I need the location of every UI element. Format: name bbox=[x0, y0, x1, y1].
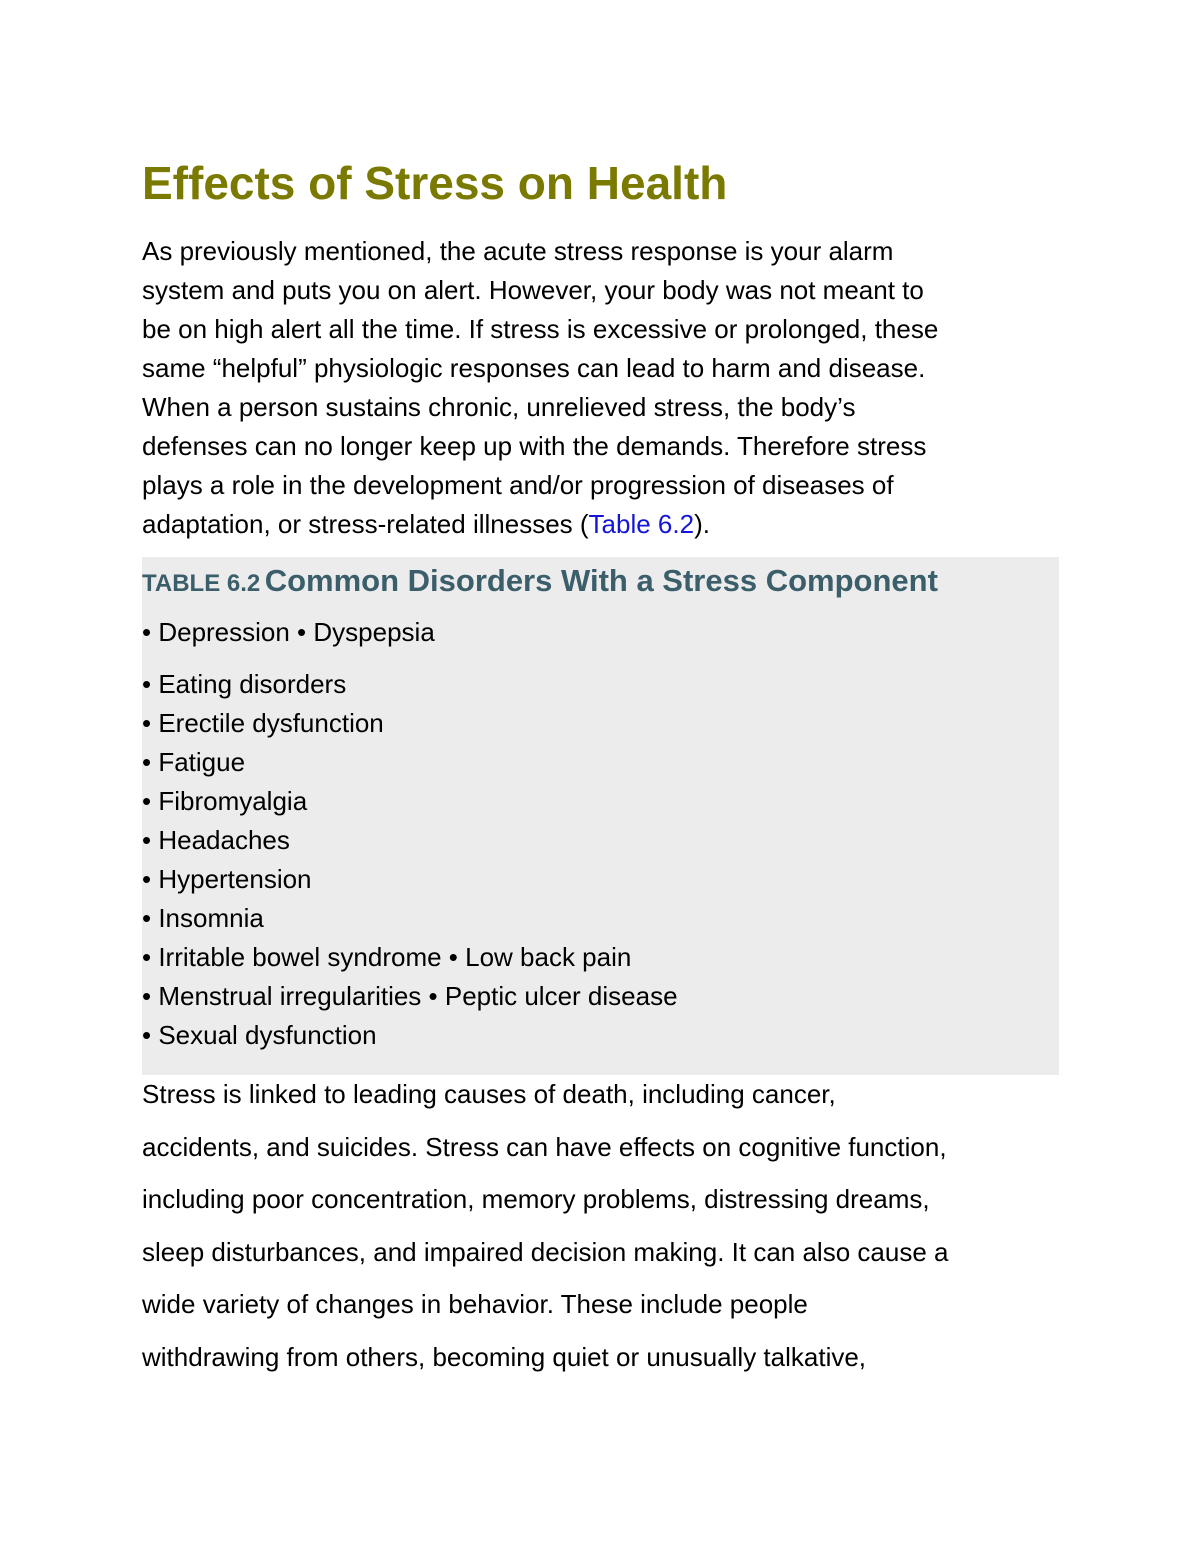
intro-line: same “helpful” physiologic responses can lead to harm and disease. bbox=[142, 353, 926, 383]
page-title: Effects of Stress on Health bbox=[142, 157, 728, 209]
table-reference-link[interactable]: Table 6.2 bbox=[588, 509, 695, 539]
closing-line: sleep disturbances, and impaired decision making. It can also cause a bbox=[142, 1236, 949, 1267]
intro-line: plays a role in the development and/or progression of diseases of bbox=[142, 470, 894, 500]
list-item: • Menstrual irregularities • Peptic ulcer disease bbox=[142, 981, 678, 1011]
list-item: • Depression • Dyspepsia bbox=[142, 617, 435, 647]
list-item: • Fatigue bbox=[142, 747, 246, 777]
intro-line: defenses can no longer keep up with the demands. Therefore stress bbox=[142, 431, 927, 461]
closing-line: including poor concentration, memory problems, distressing dreams, bbox=[142, 1184, 930, 1214]
intro-line: be on high alert all the time. If stress is excessive or prolonged, these bbox=[142, 314, 939, 344]
table-heading bbox=[142, 561, 938, 607]
closing-line: accidents, and suicides. Stress can have effects on cognitive function, bbox=[142, 1131, 947, 1162]
list-item: • Headaches bbox=[142, 825, 290, 855]
closing-line: Stress is linked to leading causes of death, including cancer, bbox=[142, 1079, 836, 1109]
intro-text: ). bbox=[694, 509, 710, 539]
table-item-list bbox=[142, 613, 678, 1055]
list-item: • Erectile dysfunction bbox=[142, 708, 384, 738]
table-label: TABLE 6.2 bbox=[142, 570, 261, 597]
closing-paragraph bbox=[142, 1068, 1072, 1383]
closing-line: withdrawing from others, becoming quiet or unusually talkative, bbox=[142, 1341, 867, 1372]
intro-line-last bbox=[142, 505, 1072, 544]
table-title: Common Disorders With a Stress Component bbox=[264, 563, 938, 598]
list-item: • Fibromyalgia bbox=[142, 786, 308, 816]
closing-line: wide variety of changes in behavior. These include people bbox=[142, 1289, 808, 1319]
stress-disorders-table bbox=[142, 557, 1059, 1075]
list-item: • Sexual dysfunction bbox=[142, 1020, 377, 1050]
list-item: • Eating disorders bbox=[142, 669, 347, 699]
list-item: • Insomnia bbox=[142, 903, 264, 933]
intro-line: When a person sustains chronic, unrelieved stress, the body’s bbox=[142, 392, 856, 422]
intro-line: system and puts you on alert. However, your body was not meant to bbox=[142, 275, 924, 305]
list-item: • Irritable bowel syndrome • Low back pain bbox=[142, 942, 632, 972]
intro-paragraph bbox=[142, 232, 1072, 544]
intro-line: As previously mentioned, the acute stress response is your alarm bbox=[142, 236, 894, 266]
intro-text: adaptation, or stress-related illnesses ( bbox=[142, 509, 589, 539]
list-item: • Hypertension bbox=[142, 864, 312, 894]
